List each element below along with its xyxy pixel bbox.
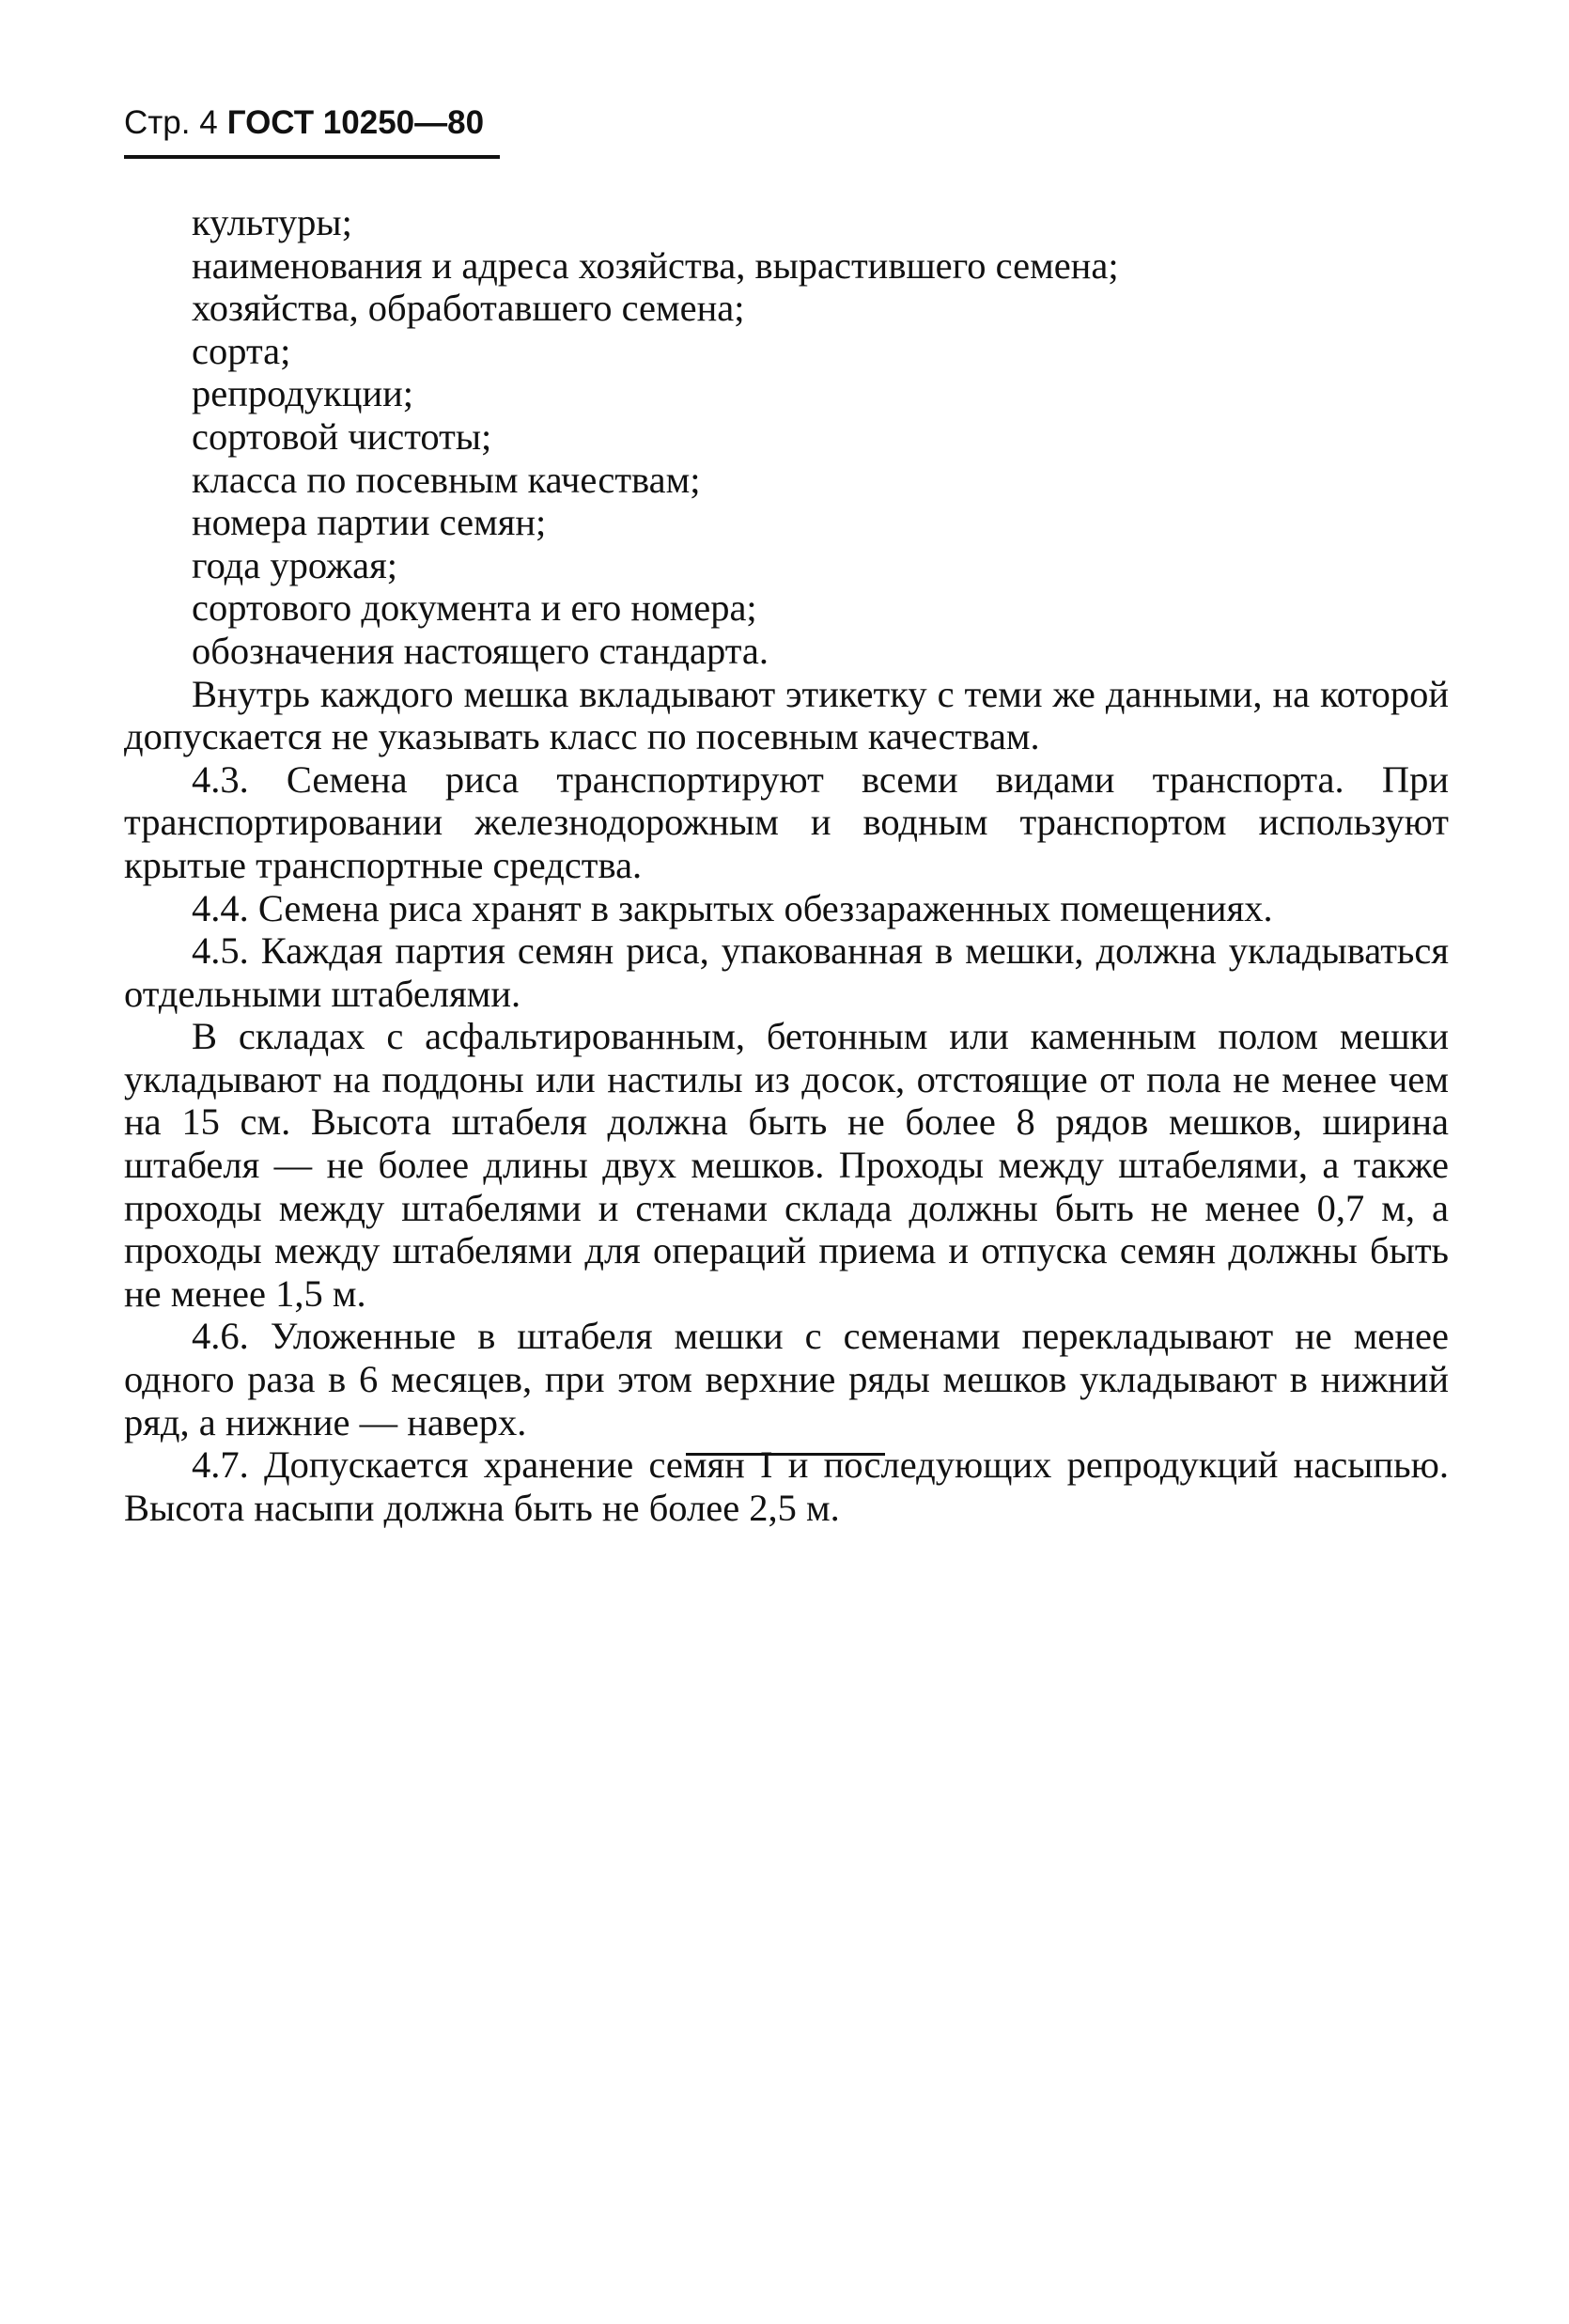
end-rule — [686, 1453, 885, 1456]
paragraph-4-4: 4.4. Семена риса хранят в закрытых обеззараженных помещениях. — [192, 886, 1273, 929]
paragraph-4-5: 4.5. Каждая партия семян риса, упакованная в мешки, должна укладываться отдельными штабелями. — [124, 929, 1449, 1015]
list-item: хозяйства, обработавшего семена; — [192, 287, 745, 330]
body-text — [124, 201, 1449, 1529]
list-item: сортовой чистоты; — [192, 414, 492, 458]
list-item: наименования и адреса хозяйства, вырастившего семена; — [192, 243, 1119, 287]
page-header — [124, 101, 484, 145]
list-item: репродукции; — [192, 372, 414, 415]
paragraph-4-6: 4.6. Уложенные в штабеля мешки с семенами перекладывают не менее одного раза в 6 месяцев, при этом верхние ряды мешков укладывают в нижний ряд, а нижние — наверх. — [124, 1315, 1449, 1443]
header-rule — [124, 155, 500, 159]
list-item: номера партии семян; — [192, 501, 547, 544]
paragraph-label-inside: Внутрь каждого мешка вкладывают этикетку с теми же данными, на которой допускается не указывать класс по посевным качествам. — [124, 672, 1449, 758]
list-item: года урожая; — [192, 543, 397, 586]
page-number: Стр. 4 — [124, 104, 218, 141]
list-item: класса по посевным качествам; — [192, 458, 701, 501]
list-item: обозначения настоящего стандарта. — [192, 629, 769, 672]
paragraph-storage-rules: В складах с асфальтированным, бетонным или каменным полом мешки укладывают на поддоны или настилы из досок, отстоящие от пола не менее чем на 15 см. Высота штабеля должна быть не более 8 рядов мешков, ширина штабеля — не более длины двух мешков. Проходы между штабелями, а также проходы между штабелями и стенами склада должны быть не менее 0,7 м, а проходы между штабелями для операций приема и отпуска семян должны быть не менее 1,5 м. — [124, 1015, 1449, 1315]
paragraph-4-3: 4.3. Семена риса транспортируют всеми видами транспорта. При транспортировании железнодорожным и водным транспортом используют крытые транспортные средства. — [124, 757, 1449, 886]
standard-number: ГОСТ 10250—80 — [226, 104, 485, 141]
list-item: культуры; — [192, 201, 352, 243]
label-contents-list — [124, 201, 1449, 673]
paragraph-4-7: 4.7. Допускается хранение семян I и последующих репродукций насыпью. Высота насыпи должна быть не более 2,5 м. — [124, 1443, 1449, 1529]
list-item: сорта; — [192, 329, 291, 372]
list-item: сортового документа и его номера; — [192, 586, 757, 630]
